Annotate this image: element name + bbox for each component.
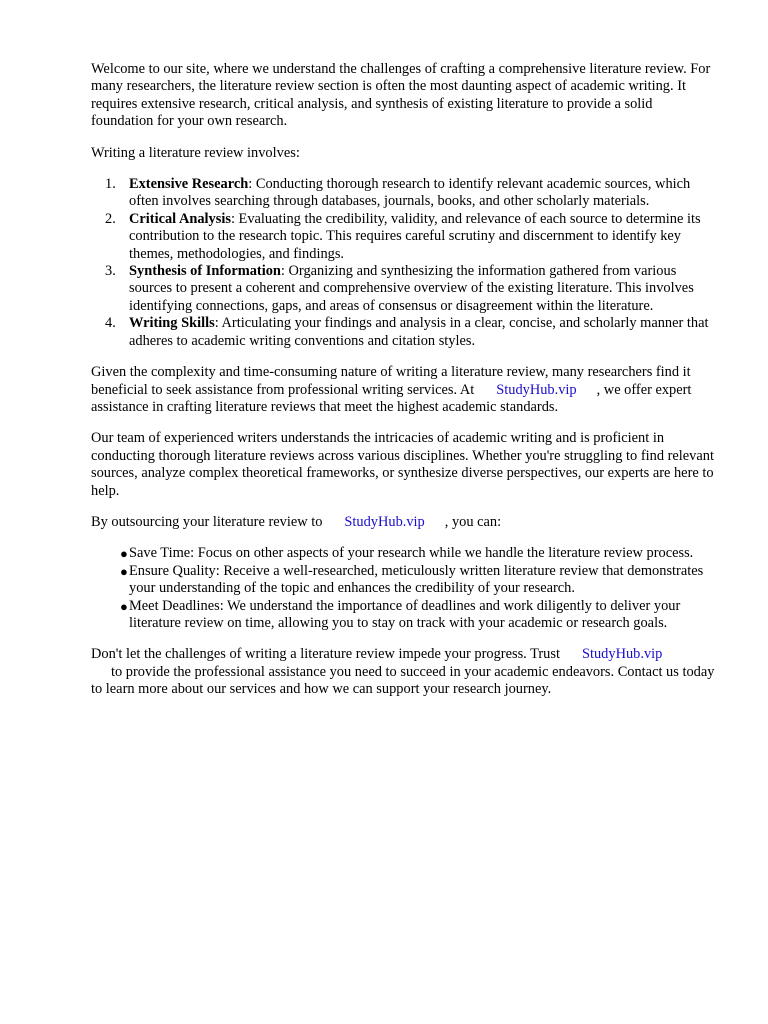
list-separator: : [214, 315, 219, 332]
complexity-paragraph [91, 364, 716, 416]
list-number: 3. [105, 263, 116, 280]
bullet-icon: ● [120, 546, 128, 562]
intro-paragraph: Welcome to our site, where we understand the challenges of crafting a comprehensive literature review. For many researchers, the literature review section is often the most daunting aspect of academic writing. It requires extensive research, critical analysis, and synthesis of existing literature to provide a solid foundation for your own research. [91, 61, 711, 130]
task-list [91, 176, 716, 350]
list-number: 1. [105, 176, 116, 193]
list-text: Organizing and synthesizing the information gathered from various sources to present a coherent and comprehensive overview of the existing literature. This involves identifying connections, gaps, and areas of consensus or disagreement within the literature. [129, 263, 694, 314]
list-text: Save Time: Focus on other aspects of your research while we handle the literature review process. [129, 545, 694, 562]
list-item [91, 563, 716, 598]
list-number: 4. [105, 315, 116, 332]
list-term: Extensive Research [129, 176, 249, 193]
complexity-text-after: , we offer expert assistance in crafting literature reviews that meet the highest academic standards. [91, 381, 692, 415]
benefit-list [91, 545, 716, 632]
list-item [91, 545, 716, 562]
bullet-icon: ● [120, 563, 128, 579]
outsourcing-text-before: By outsourcing your literature review to [91, 513, 323, 530]
complexity-text-before: Given the complexity and time-consuming nature of writing a literature review, many researchers find it beneficial to seek assistance from professional writing services. At [91, 364, 691, 398]
bullet-icon: ● [120, 598, 128, 614]
studyhub-link[interactable]: StudyHub.vip [496, 381, 577, 398]
list-item [91, 598, 716, 633]
list-separator: : [230, 210, 235, 227]
list-number: 2. [105, 210, 116, 227]
closing-paragraph [91, 646, 716, 698]
list-item [91, 211, 716, 263]
list-text: Articulating your findings and analysis in a clear, concise, and scholarly manner that adheres to academic writing conventions and citation styles. [129, 315, 709, 349]
list-term: Writing Skills [129, 315, 215, 332]
list-separator: : [248, 176, 253, 193]
list-text: Ensure Quality: Receive a well-researched, meticulously written literature review that demonstrates your understanding of the topic and enhances the credibility of your research. [129, 562, 704, 597]
studyhub-link[interactable]: StudyHub.vip [344, 513, 425, 530]
list-term: Synthesis of Information [129, 263, 281, 280]
list-text: Evaluating the credibility, validity, and relevance of each source to determine its contribution to the research topic. This requires careful scrutiny and discernment to identify key themes, methodologies, and findings. [129, 210, 701, 262]
list-item [91, 315, 716, 350]
list-item [91, 176, 716, 211]
list-item [91, 263, 716, 315]
outsourcing-paragraph [91, 514, 716, 531]
list-text: Meet Deadlines: We understand the importance of deadlines and work diligently to deliver your literature review on time, allowing you to stay on track with your academic or research goals. [129, 597, 681, 631]
list-term: Critical Analysis [129, 210, 231, 227]
list-separator: : [280, 263, 285, 280]
involves-heading: Writing a literature review involves: [91, 144, 300, 161]
closing-text-before: Don't let the challenges of writing a literature review impede your progress. Trust [91, 646, 560, 663]
studyhub-link[interactable]: StudyHub.vip [581, 646, 663, 663]
team-paragraph: Our team of experienced writers understands the intricacies of academic writing and is proficient in conducting thorough literature reviews across various disciplines. Whether you're struggling to find relevant sources, analyze complex theoretical frameworks, or synthesize diverse perspectives, our experts are here to help. [91, 430, 714, 499]
list-text: Conducting thorough research to identify relevant academic sources, which often involves searching through databases, journals, books, and other scholarly materials. [129, 176, 691, 210]
closing-text-after: to provide the professional assistance you need to succeed in your academic endeavors. Contact us today to learn more about our services and how we can support your research journey. [91, 663, 715, 698]
outsourcing-text-after: , you can: [444, 513, 502, 530]
